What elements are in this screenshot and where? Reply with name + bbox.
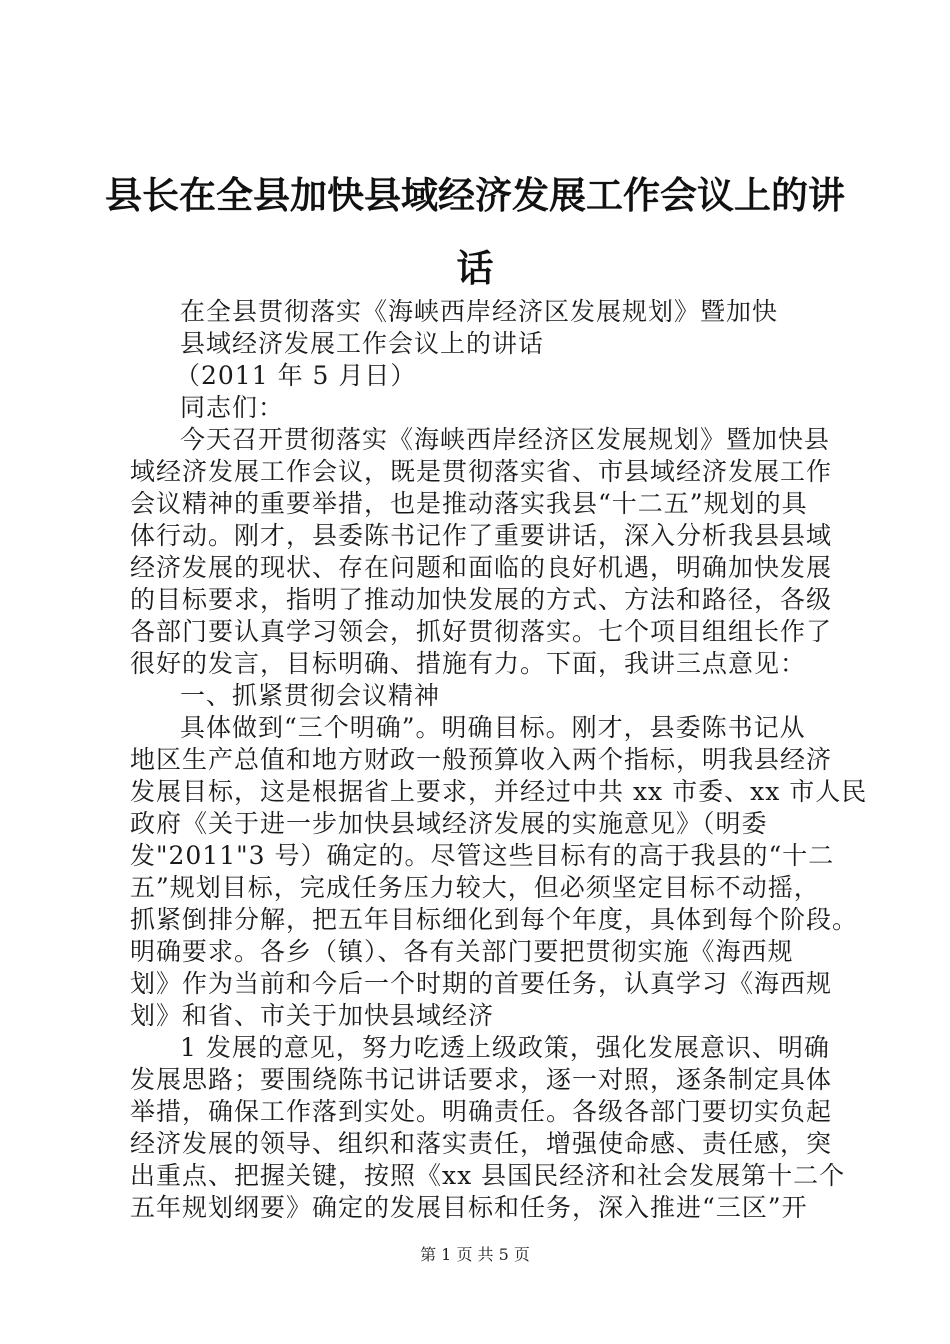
body-line: 今天召开贯彻落实《海峡西岸经济区发展规划》暨加快县 [180, 425, 831, 454]
body-line: 划》和省、市关于加快县域经济 [130, 1001, 495, 1030]
body-line: 很好的发言，目标明确、措施有力。下面，我讲三点意见： [130, 649, 807, 678]
body-line: 经济发展的领导、组织和落实责任，增强使命感、责任感，突 [130, 1129, 833, 1158]
body-line: 发展思路；要围绕陈书记讲话要求，逐一对照，逐条制定具体 [130, 1065, 833, 1094]
body-line: 五年规划纲要》确定的发展目标和任务，深入推进“三区”开 [130, 1193, 808, 1222]
body-line: 的目标要求，指明了推动加快发展的方式、方法和路径，各级 [130, 585, 833, 614]
body-line: 出重点、把握关键，按照《xx 县国民经济和社会发展第十二个 [130, 1161, 846, 1190]
body-line: 1 发展的意见，努力吃透上级政策，强化发展意识、明确 [180, 1033, 830, 1062]
body-line: 地区生产总值和地方财政一般预算收入两个指标，明我县经济 [130, 745, 833, 774]
body-line: 政府《关于进一步加快县域经济发展的实施意见》（明委 [130, 809, 768, 838]
document-title-line-2: 话 [456, 246, 494, 290]
body-line: 五”规划目标，完成任务压力较大，但必须坚定目标不动摇， [130, 873, 820, 902]
speech-date: （2011 年 5 月日） [175, 361, 417, 390]
section-heading: 一、抓紧贯彻会议精神 [180, 681, 441, 710]
subtitle-line-2: 县域经济发展工作会议上的讲话 [180, 329, 545, 358]
body-line: 抓紧倒排分解，把五年目标细化到每个年度，具体到每个阶段。 [130, 905, 859, 934]
body-line: 体行动。刚才，县委陈书记作了重要讲话，深入分析我县县域 [130, 521, 833, 550]
page-footer: 第 1 页 共 5 页 [420, 1245, 530, 1264]
subtitle-line-1: 在全县贯彻落实《海峡西岸经济区发展规划》暨加快 [180, 297, 779, 326]
body-line: 各部门要认真学习领会，抓好贯彻落实。七个项目组组长作了 [130, 617, 833, 646]
salutation: 同志们： [180, 393, 285, 422]
body-line: 划》作为当前和今后一个时期的首要任务，认真学习《海西规 [130, 969, 833, 998]
body-line: 发展目标，这是根据省上要求，并经过中共 xx 市委、xx 市人民 [130, 777, 868, 806]
body-line: 举措，确保工作落到实处。明确责任。各级各部门要切实负起 [130, 1097, 833, 1126]
body-line: 域经济发展工作会议，既是贯彻落实省、市县域经济发展工作 [130, 457, 833, 486]
body-line: 发"2011"3 号）确定的。尽管这些目标有的高于我县的“十二 [130, 841, 835, 870]
body-line: 经济发展的现状、存在问题和面临的良好机遇，明确加快发展 [130, 553, 833, 582]
body-line: 具体做到“三个明确”。明确目标。刚才，县委陈书记从 [180, 713, 806, 742]
body-line: 明确要求。各乡（镇）、各有关部门要把贯彻实施《海西规 [130, 937, 794, 966]
body-line: 会议精神的重要举措，也是推动落实我县“十二五”规划的具 [130, 489, 808, 518]
document-title-line-1: 县长在全县加快县域经济发展工作会议上的讲 [105, 173, 845, 217]
